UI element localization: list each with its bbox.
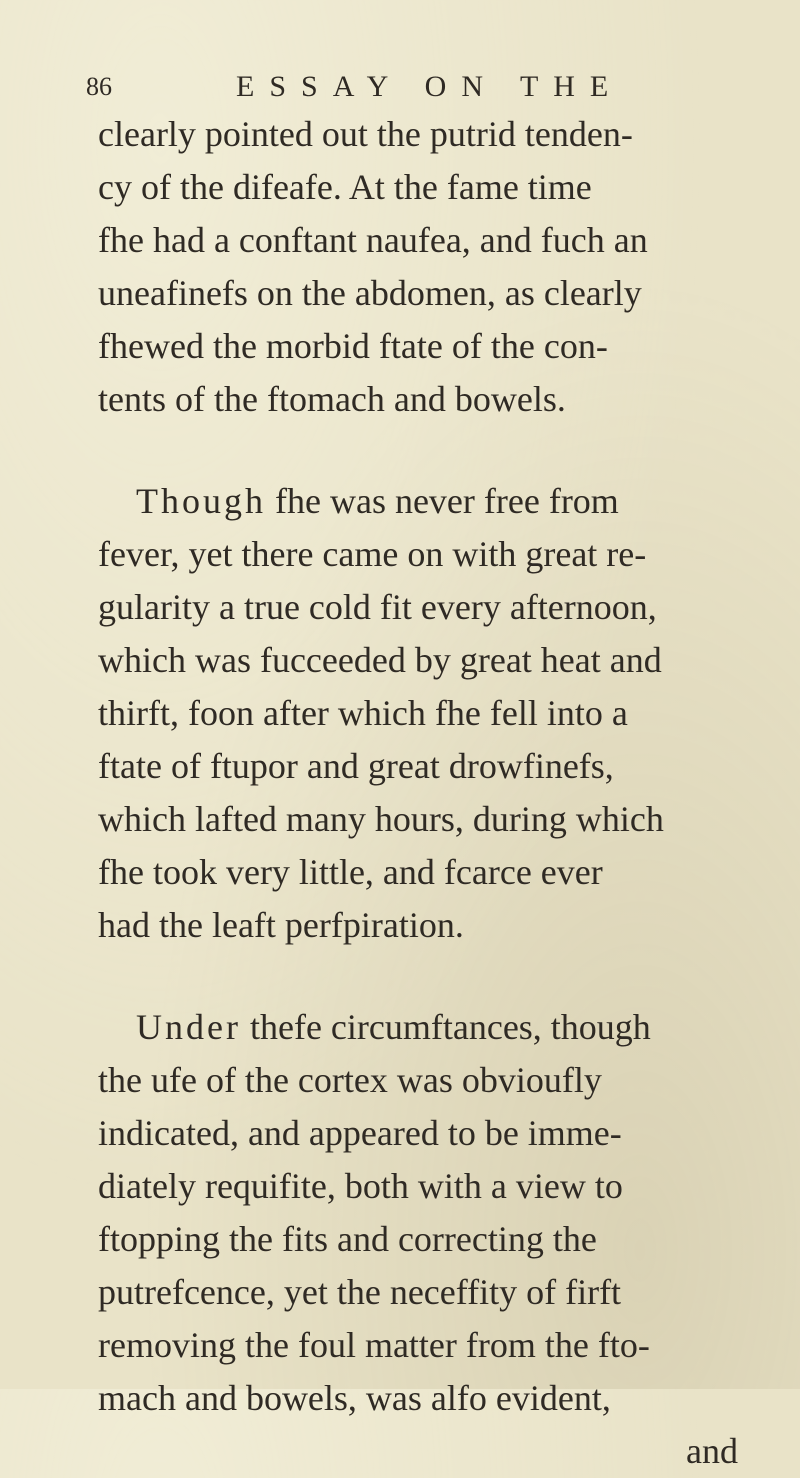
text-line: ftate of ftupor and great drowfinefs, — [98, 746, 614, 786]
text-line: fhewed the morbid ftate of the con- — [98, 326, 608, 366]
text-line: fhe had a conftant naufea, and fuch an — [98, 220, 648, 260]
paragraph-1 — [98, 108, 738, 426]
text-line-rest: fhe was never free from — [266, 481, 619, 521]
text-line: which was fucceeded by great heat and — [98, 640, 662, 680]
text-line: mach and bowels, was alfo evident, — [98, 1378, 611, 1418]
text-line: had the leaft perfpiration. — [98, 905, 464, 945]
text-line-first — [98, 475, 738, 528]
text-line: indicated, and appeared to be imme- — [98, 1113, 622, 1153]
text-line: thirft, foon after which fhe fell into a — [98, 693, 628, 733]
page-number: 86 — [86, 72, 112, 101]
text-line: gularity a true cold fit every afternoon, — [98, 587, 657, 627]
body-text — [98, 108, 738, 1478]
text-line-rest: thefe circumftances, though — [240, 1007, 651, 1047]
text-line: diately requifite, both with a view to — [98, 1166, 623, 1206]
text-line: cy of the difeafe. At the fame time — [98, 167, 592, 207]
text-line: tents of the ftomach and bowels. — [98, 379, 566, 419]
paragraph-gap — [98, 426, 738, 475]
running-head: ESSAY ON THE — [236, 70, 624, 103]
text-line-first — [98, 1001, 738, 1054]
catchword: and — [686, 1431, 738, 1471]
text-line: ftopping the fits and correcting the — [98, 1219, 597, 1259]
small-caps-lead: Though — [136, 481, 266, 521]
text-line: removing the foul matter from the fto- — [98, 1325, 650, 1365]
page-header — [86, 66, 646, 110]
text-line: fhe took very little, and fcarce ever — [98, 852, 603, 892]
paragraph-2 — [98, 475, 738, 952]
text-line: fever, yet there came on with great re- — [98, 534, 647, 574]
small-caps-lead: Under — [136, 1007, 241, 1047]
paragraph-3 — [98, 1001, 738, 1478]
text-line: the ufe of the cortex was obvioufly — [98, 1060, 602, 1100]
text-line: which lafted many hours, during which — [98, 799, 664, 839]
text-line: uneafinefs on the abdomen, as clearly — [98, 273, 642, 313]
text-line: clearly pointed out the putrid tenden- — [98, 114, 633, 154]
paragraph-gap — [98, 952, 738, 1001]
text-line: putrefcence, yet the neceffity of firft — [98, 1272, 622, 1312]
